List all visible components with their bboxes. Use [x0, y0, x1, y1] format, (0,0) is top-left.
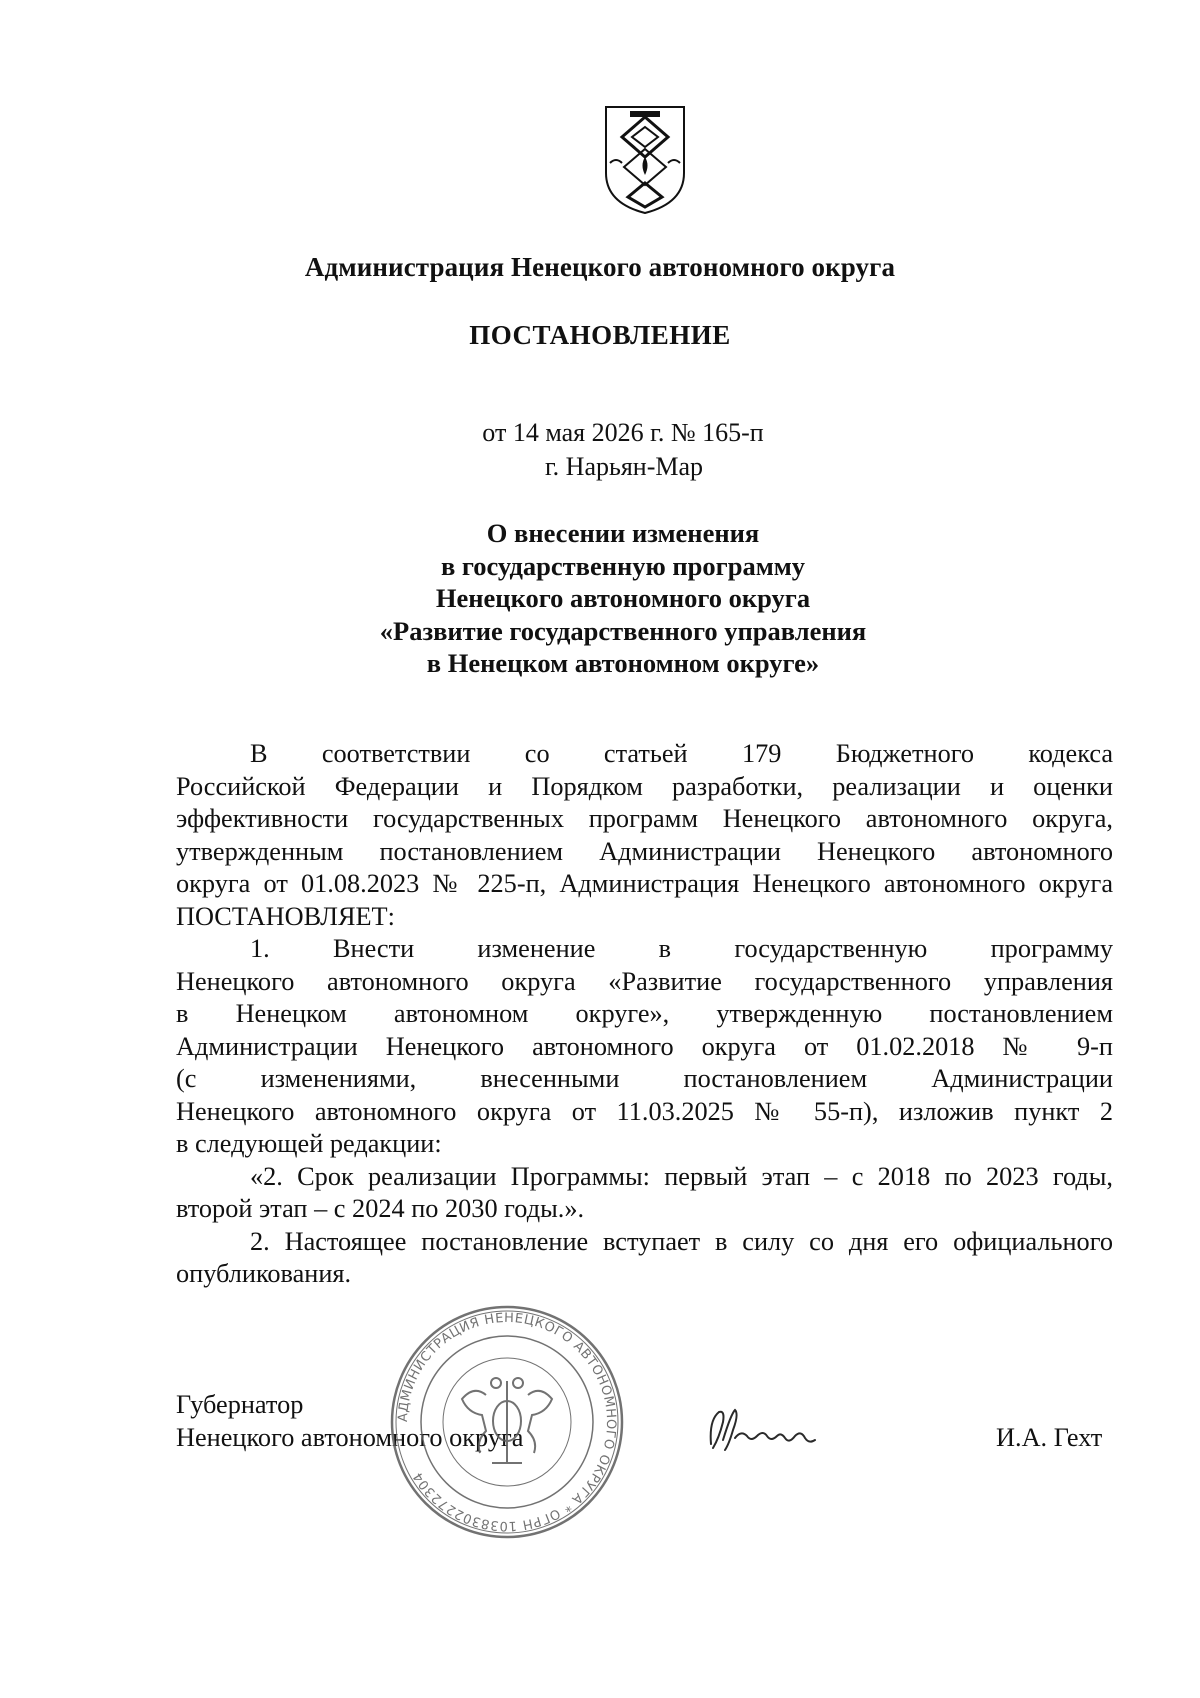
body-line: опубликования.: [176, 1259, 352, 1288]
official-seal-stamp: [388, 1303, 626, 1541]
body-line: в Ненецком автономном округе», утвержденную постановлением: [176, 999, 1113, 1028]
body-line: Российской Федерации и Порядком разработки, реализации и оценки: [176, 771, 1113, 801]
subject-line: О внесении изменения: [486, 518, 760, 548]
body-line: Администрации Ненецкого автономного округа от 01.02.2018 № 9-п: [176, 1031, 1113, 1061]
document-date-number: от 14 мая 2026 г. № 165-п: [482, 418, 764, 447]
signatory-region: Ненецкого автономного округа: [176, 1423, 524, 1452]
document-body: [176, 738, 1113, 1291]
body-line: «2. Срок реализации Программы: первый этап – с 2018 по 2023 годы,: [250, 1161, 1113, 1191]
document-subject: [0, 517, 1200, 680]
body-line: эффективности государственных программ Ненецкого автономного округа,: [176, 804, 1113, 833]
seal-outer-text: АДМИНИСТРАЦИЯ НЕНЕЦКОГО АВТОНОМНОГО ОКРУГА * ОГРН 1038302272304: [395, 1310, 619, 1534]
document-city: г. Нарьян-Мар: [544, 452, 704, 481]
subject-line: Ненецкого автономного округа: [435, 583, 811, 613]
document-type: ПОСТАНОВЛЕНИЕ: [469, 320, 731, 350]
body-line: (с изменениями, внесенными постановлением Администрации: [176, 1064, 1113, 1093]
signatory-name: И.А. Гехт: [996, 1423, 1103, 1452]
coat-of-arms-emblem: [602, 103, 688, 217]
subject-line: «Развитие государственного управления: [379, 615, 867, 646]
body-line: второй этап – с 2024 по 2030 годы.».: [176, 1194, 585, 1223]
body-line: ПОСТАНОВЛЯЕТ:: [176, 901, 395, 931]
body-line: В соответствии со статьей 179 Бюджетного кодекса: [250, 739, 1113, 768]
body-line: 2. Настоящее постановление вступает в силу со дня его официального: [250, 1226, 1113, 1256]
subject-line: в Ненецком автономном округе»: [426, 648, 820, 678]
signatory-title: Губернатор: [176, 1390, 304, 1419]
body-line: Ненецкого автономного округа «Развитие государственного управления: [176, 966, 1113, 996]
body-line: Ненецкого автономного округа от 11.03.2025 № 55-п), изложив пункт 2: [176, 1096, 1113, 1126]
body-line: в следующей редакции:: [176, 1129, 442, 1158]
body-line: утвержденным постановлением Администрации Ненецкого автономного: [176, 836, 1113, 866]
body-line: округа от 01.08.2023 № 225-п, Администрация Ненецкого автономного округа: [176, 869, 1113, 898]
subject-line: в государственную программу: [440, 550, 806, 581]
body-line: 1. Внести изменение в государственную программу: [250, 934, 1113, 963]
handwritten-signature: [705, 1400, 825, 1460]
organization-title: Администрация Ненецкого автономного округа: [304, 252, 896, 282]
